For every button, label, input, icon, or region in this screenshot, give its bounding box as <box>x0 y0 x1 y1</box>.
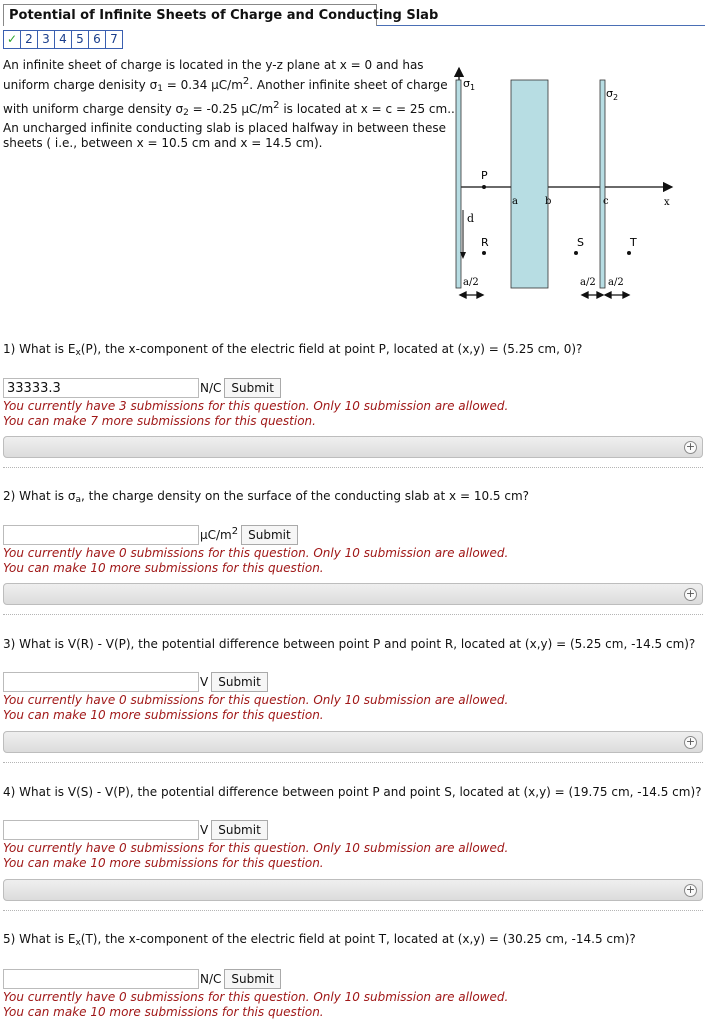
status-5: You currently have 0 submissions for this question. Only 10 submission are allowed. You can make 10 more submissions for this question. <box>3 990 509 1019</box>
expand-plus-icon[interactable]: + <box>685 883 696 896</box>
hint-bar-2[interactable] <box>3 583 703 605</box>
nav-item-5[interactable]: 5 <box>71 30 89 49</box>
answer-row-1 <box>3 378 281 398</box>
submit-button-3[interactable]: Submit <box>211 672 268 692</box>
a-label: a <box>512 196 518 207</box>
expand-plus-icon[interactable]: + <box>685 440 696 453</box>
intro-line-1: An infinite sheet of charge is located in the y-z plane at x = 0 and has <box>3 58 424 72</box>
x-label: x <box>664 197 670 208</box>
title-underline <box>377 25 705 26</box>
status-4: You currently have 0 submissions for this question. Only 10 submission are allowed. You can make 10 more submissions for this question. <box>3 841 509 870</box>
nav-item-6[interactable]: 6 <box>88 30 106 49</box>
nav-item-1-check-icon[interactable]: ✓ <box>3 30 21 49</box>
answer-input-3[interactable] <box>3 672 199 692</box>
answer-input-1[interactable] <box>3 378 199 398</box>
c-label: c <box>603 196 609 207</box>
half-width-arrows <box>460 292 629 298</box>
point-P-label: P <box>481 169 488 182</box>
unit-label-1: N/C <box>200 381 222 395</box>
answer-input-5[interactable] <box>3 969 199 989</box>
nav-item-4[interactable]: 4 <box>54 30 72 49</box>
separator-3 <box>3 762 703 763</box>
submit-button-1[interactable]: Submit <box>224 378 281 398</box>
question-3: 3) What is V(R) - V(P), the potential difference between point P and point R, located at (x,y) = (5.25 cm, -14.5 cm)? <box>3 637 696 651</box>
status-2: You currently have 0 submissions for this question. Only 10 submission are allowed. You can make 10 more submissions for this question. <box>3 546 509 575</box>
hint-bar-4[interactable] <box>3 879 703 901</box>
separator-2 <box>3 614 703 615</box>
hint-bar-3[interactable] <box>3 731 703 753</box>
unit-label-2: $\mu C/m^2$ <box>200 526 239 542</box>
sheet-2 <box>600 80 605 288</box>
conducting-slab <box>511 80 548 288</box>
question-2: 2) What is $\sigma_a$, the charge density on the surface of the conducting slab at x = 10.5 cm? <box>3 489 530 505</box>
question-4: 4) What is V(S) - V(P), the potential difference between point P and point S, located at (x,y) = (19.75 cm, -14.5 cm)? <box>3 785 702 799</box>
point-T-label: T <box>630 236 637 249</box>
answer-row-4 <box>3 820 268 840</box>
nav-item-2[interactable]: 2 <box>20 30 38 49</box>
answer-input-2[interactable] <box>3 525 199 545</box>
point-R <box>482 251 486 255</box>
point-S <box>574 251 578 255</box>
point-T <box>627 251 631 255</box>
answer-input-4[interactable] <box>3 820 199 840</box>
point-P <box>482 185 486 189</box>
nav-item-7[interactable]: 7 <box>105 30 123 49</box>
answer-row-3 <box>3 672 268 692</box>
submit-button-4[interactable]: Submit <box>211 820 268 840</box>
intro-line-4: An uncharged infinite conducting slab is placed halfway in between these <box>3 121 446 135</box>
separator-4 <box>3 910 703 911</box>
intro-line-2: uniform charge denisity $\sigma_1 = 0.34$ $\mu C/m^2$. Another infinite sheet of charge <box>3 76 448 94</box>
unit-label-5: N/C <box>200 972 222 986</box>
sigma-2-label: $\sigma_2$ <box>606 87 619 102</box>
separator-1 <box>3 467 703 468</box>
half-width-label-2: a/2 <box>580 277 596 288</box>
status-3: You currently have 0 submissions for this question. Only 10 submission are allowed. You can make 10 more submissions for this question. <box>3 693 509 722</box>
d-label: d <box>467 212 475 225</box>
half-width-label-1: a/2 <box>463 277 479 288</box>
unit-label-3: V <box>200 675 209 689</box>
intro-line-3: with uniform charge density $\sigma_2 = -0.25$ $\mu C/m^2$ is located at x = c = 25 cm.. <box>3 100 455 118</box>
question-1: 1) What is $E_x(P)$, the x-component of the electric field at point P, located at (x,y) = (5.25 cm, 0)? <box>3 342 583 358</box>
point-S-label: S <box>577 236 584 249</box>
expand-plus-icon[interactable]: + <box>685 735 696 748</box>
unit-label-4: V <box>200 823 209 837</box>
submit-button-5[interactable]: Submit <box>224 969 281 989</box>
question-nav <box>3 30 122 49</box>
submit-button-2[interactable]: Submit <box>241 525 298 545</box>
sheets-diagram <box>450 60 690 305</box>
answer-row-2 <box>3 525 298 545</box>
intro-line-5: sheets ( i.e., between x = 10.5 cm and x = 14.5 cm). <box>3 136 323 150</box>
b-label: b <box>545 196 552 207</box>
nav-item-3[interactable]: 3 <box>37 30 55 49</box>
expand-plus-icon[interactable]: + <box>685 587 696 600</box>
half-width-label-3: a/2 <box>608 277 624 288</box>
problem-title: Potential of Infinite Sheets of Charge and Conducting Slab <box>3 4 377 26</box>
sigma-1-label: $\sigma_1$ <box>463 77 476 92</box>
answer-row-5 <box>3 969 281 989</box>
question-5: 5) What is $E_x(T)$, the x-component of the electric field at point T, located at (x,y) = (30.25 cm, -14.5 cm)? <box>3 932 636 948</box>
hint-bar-1[interactable] <box>3 436 703 458</box>
status-1: You currently have 3 submissions for this question. Only 10 submission are allowed. You can make 7 more submissions for this question. <box>3 399 509 428</box>
point-R-label: R <box>481 236 489 249</box>
problem-statement <box>3 58 455 151</box>
sheet-1 <box>456 80 461 288</box>
